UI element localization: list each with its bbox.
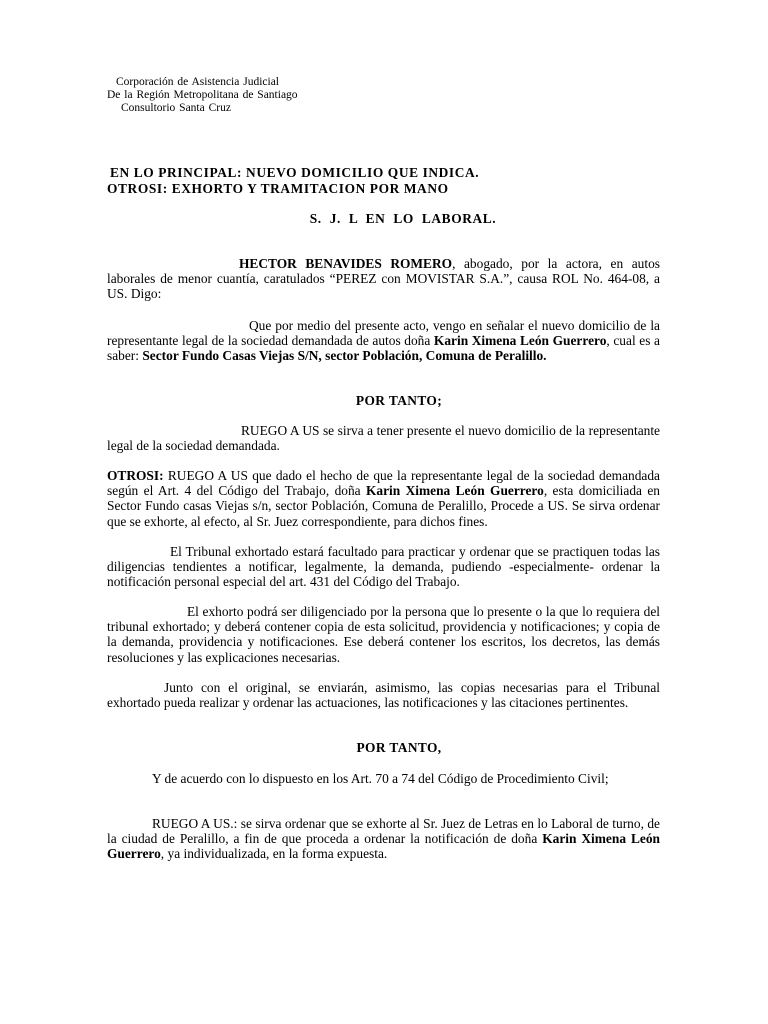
ruego-paragraph-1 [107, 423, 660, 453]
new-address: Sector Fundo Casas Viejas S/N, sector Población, Comuna de Peralillo. [142, 348, 547, 364]
tribunal-heading-text: S. J. L EN LO LABORAL. [309, 211, 497, 226]
ruego-final-text-1: RUEGO A US.: se sirva ordenar que se exhorte al Sr. Juez de Letras en lo Laboral de turno, de la ciudad de Peralillo, a fin de que proceda a ordenar la notificación de doña [107, 816, 660, 847]
otrosi-text-1: RUEGO A US que dado el hecho de que la representante legal de la sociedad demandada según el Art. 4 del Código del Trabajo, doña [107, 468, 660, 499]
acuerdo-paragraph [107, 771, 660, 786]
ruego-final-paragraph [107, 816, 660, 862]
tribunal-facultado-text: El Tribunal exhortado estará facultado para practicar y ordenar que se practiquen todas las diligencias tendientes a notificar, legalmente, la demanda, pudiendo -especialmente- ordenar la notificación personal especial del art. 431 del Código del Trabajo. [107, 544, 660, 590]
sumilla-principal: EN LO PRINCIPAL: NUEVO DOMICILIO QUE INDICA. [110, 165, 480, 180]
tribunal-heading [0, 211, 768, 226]
ruego-final-text-2: , ya individualizada, en la forma expuesta. [160, 846, 388, 862]
por-tanto-1-text: POR TANTO; [355, 393, 443, 408]
junto-text: Junto con el original, se enviarán, asimismo, las copias necesarias para el Tribunal exhortado pueda realizar y ordenar las actuaciones, las notificaciones y las citaciones pertinentes. [107, 680, 660, 711]
por-tanto-2-text: POR TANTO, [356, 740, 442, 755]
junto-paragraph [107, 680, 660, 710]
por-tanto-heading-1 [0, 393, 768, 408]
principal-text-2: , cual es a saber: [107, 333, 660, 364]
ruego-1-text: RUEGO A US se sirva a tener presente el nuevo domicilio de la representante legal de la sociedad demandada. [107, 423, 660, 454]
intro-paragraph [107, 256, 660, 302]
tribunal-facultado-paragraph [107, 544, 660, 590]
exhorto-text: El exhorto podrá ser diligenciado por la persona que lo presente o la que lo requiera del tribunal exhortado; y deberá contener copia de esta solicitud, providencia y notificaciones; y copia de la demanda, providencia y notificaciones. Ese deberá contener los escritos, los decretos, las demás resoluciones y las explicaciones necesarias. [107, 604, 660, 665]
otrosi-text-2: , esta domiciliada en Sector Fundo casas Viejas s/n, sector Población, Comuna de Peralillo, Procede a US. Se sirva ordenar que se exhorte, al efecto, al Sr. Juez correspondiente, para dichos fines. [107, 483, 661, 529]
defendant-name: Karin Ximena León Guerrero [433, 333, 607, 349]
otrosi-defendant-name: Karin Ximena León Guerrero [366, 483, 544, 499]
otrosi-label: OTROSI: [107, 468, 164, 483]
ruego-final-defendant-name: Karin Ximena León Guerrero [107, 831, 660, 862]
intro-text: , abogado, por la actora, en autos laborales de menor cuantía, caratulados “PEREZ con MOVISTAR S.A.”, causa ROL No. 464-08, a US. Digo: [107, 256, 660, 302]
sumilla [107, 165, 479, 197]
por-tanto-heading-2 [0, 740, 768, 755]
letterhead [107, 76, 298, 115]
principal-paragraph [107, 318, 660, 364]
letterhead-line-2: De la Región Metropolitana de Santiago [107, 89, 298, 101]
letterhead-line-1: Corporación de Asistencia Judicial [116, 76, 280, 88]
lawyer-name: HECTOR BENAVIDES ROMERO [239, 256, 453, 271]
acuerdo-text: Y de acuerdo con lo dispuesto en los Art. 70 a 74 del Código de Procedimiento Civil; [152, 771, 609, 786]
letterhead-line-3: Consultorio Santa Cruz [121, 102, 231, 114]
exhorto-paragraph [107, 604, 660, 665]
principal-text-1: Que por medio del presente acto, vengo en señalar el nuevo domicilio de la representante legal de la sociedad demandada de autos doña [107, 318, 660, 349]
sumilla-otrosi: OTROSI: EXHORTO Y TRAMITACION POR MANO [107, 180, 449, 196]
otrosi-paragraph [107, 468, 660, 529]
